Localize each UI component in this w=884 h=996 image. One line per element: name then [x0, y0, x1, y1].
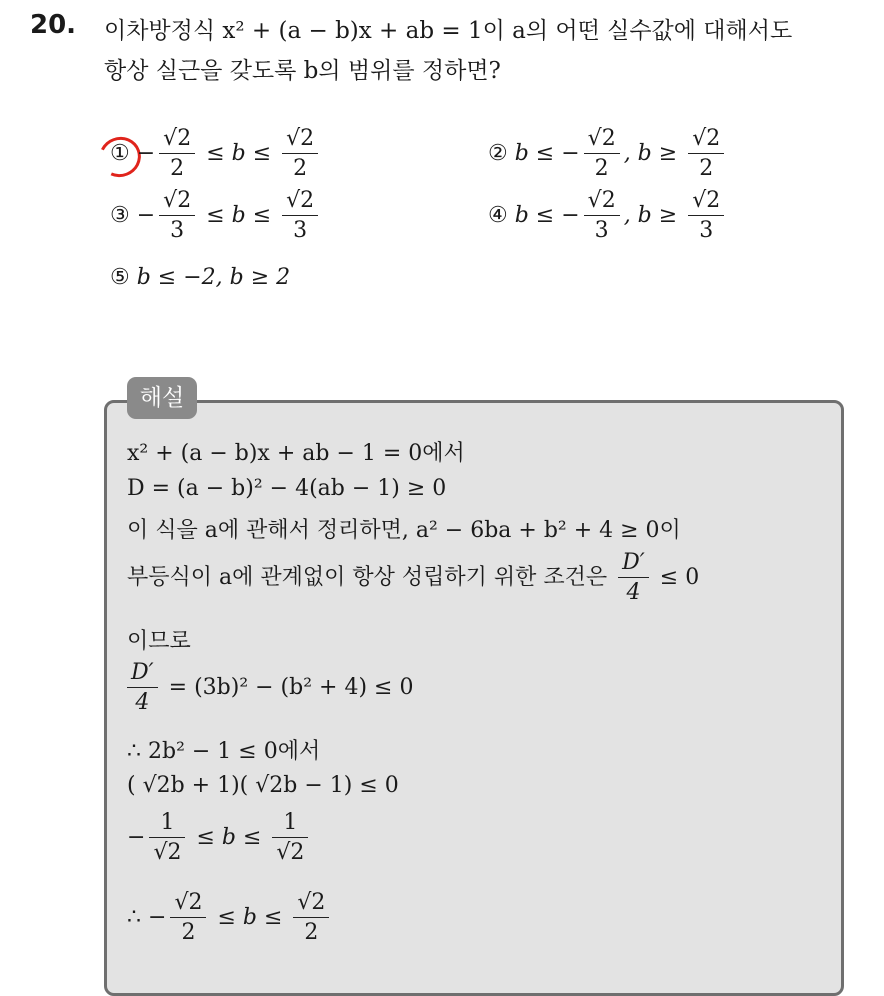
- solution-line-9: [127, 812, 312, 864]
- solution-line-9-frac-left: $\frac{1}{√2}$: [149, 812, 185, 864]
- choice-1-prefix: −: [136, 141, 156, 166]
- choice-1-relation: ≤ b ≤: [206, 141, 272, 166]
- solution-line-5: 이므로: [127, 629, 191, 654]
- choice-2-relation: , b ≥: [623, 141, 678, 166]
- solution-line-4-frac: $\frac{D'}{4}$: [618, 552, 649, 604]
- choice-5-mark: ⑤: [110, 265, 130, 290]
- choice-3-frac-right: $\frac{√2}{3}$: [282, 190, 318, 242]
- solution-line-10-frac-left: $\frac{√2}{2}$: [170, 892, 206, 944]
- solution-line-9-relation: ≤ b ≤: [196, 825, 262, 850]
- choice-3-relation: ≤ b ≤: [206, 203, 272, 228]
- solution-line-8: ( √2b + 1)( √2b − 1) ≤ 0: [127, 773, 399, 798]
- solution-line-9-frac-right: $\frac{1}{√2}$: [272, 812, 308, 864]
- solution-line-9-prefix: −: [127, 825, 146, 850]
- solution-line-4: [127, 552, 699, 604]
- choice-2-mark: ②: [488, 141, 508, 166]
- choice-4-mark: ④: [488, 203, 508, 228]
- solution-line-4-text: 부등식이 a에 관계없이 항상 성립하기 위한 조건은: [127, 565, 608, 590]
- solution-line-10-relation: ≤ b ≤: [217, 905, 283, 930]
- choice-2-frac-right: $\frac{√2}{2}$: [688, 128, 724, 180]
- solution-line-10: [127, 892, 333, 944]
- choice-4-frac-right: $\frac{√2}{3}$: [688, 190, 724, 242]
- choice-4-frac-left: $\frac{√2}{3}$: [584, 190, 620, 242]
- choice-1-frac-left: $\frac{√2}{2}$: [159, 128, 195, 180]
- solution-line-10-prefix: ∴ −: [127, 905, 167, 930]
- choice-1-frac-right: $\frac{√2}{2}$: [282, 128, 318, 180]
- question-line-1: 이차방정식 x² + (a − b)x + ab = 1이 a의 어떤 실수값에 대해서도: [104, 18, 793, 44]
- choice-4-relation: , b ≥: [623, 203, 678, 228]
- solution-line-6-frac: $\frac{D'}{4}$: [127, 662, 158, 714]
- choice-2-prefix: b ≤ −: [514, 141, 580, 166]
- choice-4[interactable]: [488, 190, 728, 242]
- solution-line-6: [127, 662, 413, 714]
- solution-line-7: ∴ 2b² − 1 ≤ 0에서: [127, 739, 321, 764]
- choice-2[interactable]: [488, 128, 728, 180]
- solution-line-4-tail: ≤ 0: [659, 565, 700, 590]
- question-number: 20.: [30, 10, 77, 40]
- solution-line-10-frac-right: $\frac{√2}{2}$: [293, 892, 329, 944]
- choice-5[interactable]: [110, 265, 290, 290]
- solution-line-3: 이 식을 a에 관해서 정리하면, a² − 6ba + b² + 4 ≥ 0이: [127, 518, 681, 543]
- choice-3-frac-left: $\frac{√2}{3}$: [159, 190, 195, 242]
- choice-3-prefix: −: [136, 203, 156, 228]
- choice-2-frac-left: $\frac{√2}{2}$: [584, 128, 620, 180]
- solution-line-6-tail: = (3b)² − (b² + 4) ≤ 0: [168, 675, 414, 700]
- choice-5-text: b ≤ −2, b ≥ 2: [136, 265, 291, 290]
- solution-line-1: x² + (a − b)x + ab − 1 = 0에서: [127, 441, 465, 466]
- solution-line-2: D = (a − b)² − 4(ab − 1) ≥ 0: [127, 476, 447, 501]
- choice-3[interactable]: [110, 190, 322, 242]
- choice-1-mark: ①: [110, 141, 130, 166]
- choice-4-prefix: b ≤ −: [514, 203, 580, 228]
- choice-3-mark: ③: [110, 203, 130, 228]
- question-line-2: 항상 실근을 갖도록 b의 범위를 정하면?: [104, 58, 501, 84]
- solution-tag: 해설: [127, 377, 197, 419]
- choice-1[interactable]: [110, 128, 322, 180]
